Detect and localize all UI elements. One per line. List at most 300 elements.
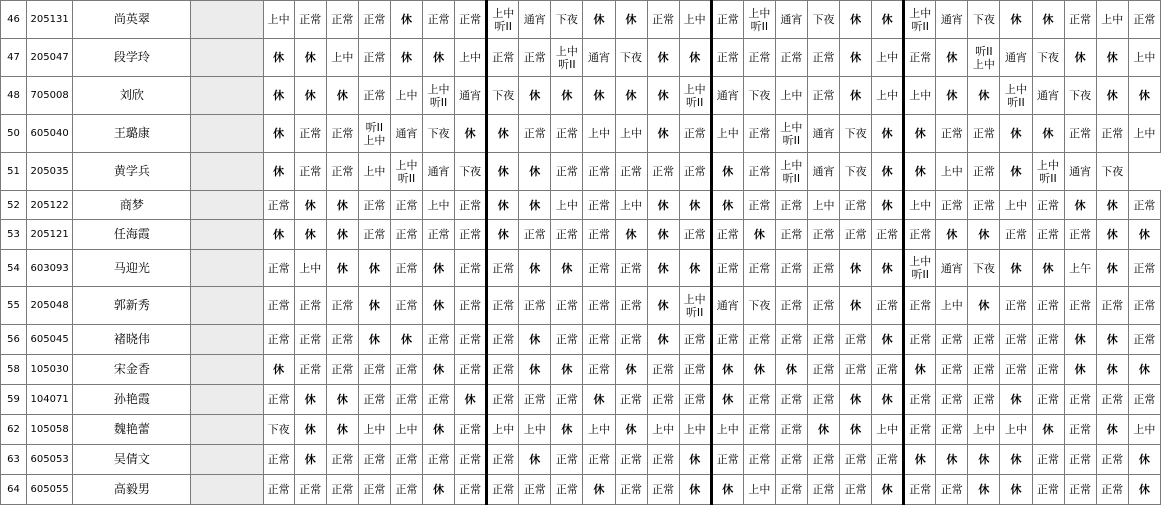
employee-id: 205035 — [27, 153, 73, 191]
shift-cell: 正常 — [358, 220, 390, 250]
shift-cell: 休 — [936, 220, 968, 250]
table-row — [1, 325, 1161, 355]
shift-cell: 通宵 — [936, 1, 968, 39]
shift-cell: 上中 — [904, 191, 936, 220]
shift-cell: 上中 — [1128, 39, 1160, 77]
shift-cell: 正常 — [1064, 220, 1096, 250]
shift-cell: 上中 — [358, 153, 390, 191]
shift-cell: 休 — [1000, 475, 1032, 505]
employee-name: 郭新秀 — [73, 287, 191, 325]
shift-line: 听II — [429, 95, 448, 109]
shift-line: 听II — [558, 57, 576, 71]
shift-cell: 下夜 — [1032, 39, 1064, 77]
shift-cell: 正常 — [775, 39, 807, 77]
shift-cell: 休 — [294, 39, 326, 77]
shift-cell: 正常 — [1032, 220, 1064, 250]
shift-cell: 休 — [326, 250, 358, 287]
employee-name: 褚晓伟 — [73, 325, 191, 355]
employee-id: 205122 — [27, 191, 73, 220]
table-row — [1, 445, 1161, 475]
shift-cell: 正常 — [1000, 220, 1032, 250]
row-number: 50 — [1, 115, 27, 153]
employee-name: 孙艳霞 — [73, 385, 191, 415]
shift-cell: 正常 — [519, 475, 551, 505]
shift-cell: 休 — [263, 153, 294, 191]
shift-cell: 正常 — [743, 250, 775, 287]
shift-cell: 休 — [647, 77, 679, 115]
employee-id: 205047 — [27, 39, 73, 77]
shift-cell: 休 — [326, 191, 358, 220]
shift-cell: 正常 — [487, 39, 519, 77]
shift-cell: 上中 — [583, 415, 615, 445]
shift-cell: 休 — [807, 415, 839, 445]
shift-cell: 休 — [1000, 1, 1032, 39]
shift-line: 听II — [975, 44, 993, 58]
row-number: 53 — [1, 220, 27, 250]
shift-cell: 正常 — [326, 153, 358, 191]
shift-cell: 休 — [294, 445, 326, 475]
shift-cell: 休 — [936, 77, 968, 115]
shift-line: 上中 — [972, 57, 995, 71]
shift-cell: 正常 — [679, 153, 711, 191]
shift-cell: 下夜 — [615, 39, 647, 77]
shift-cell: 正常 — [294, 325, 326, 355]
shift-cell: 休 — [294, 77, 326, 115]
shift-cell: 正常 — [775, 220, 807, 250]
shift-cell: 正常 — [294, 475, 326, 505]
shift-cell: 正常 — [263, 385, 294, 415]
shift-cell: 休 — [711, 475, 743, 505]
shift-cell: 休 — [390, 1, 422, 39]
shift-cell: 休 — [840, 385, 872, 415]
shift-cell: 正常 — [807, 77, 839, 115]
shift-cell: 正常 — [807, 355, 839, 385]
shift-cell: 正常 — [936, 355, 968, 385]
shift-cell: 正常 — [294, 287, 326, 325]
shift-cell: 休 — [583, 385, 615, 415]
row-number: 63 — [1, 445, 27, 475]
shift-cell: 正常 — [775, 250, 807, 287]
shift-cell: 正常 — [840, 355, 872, 385]
shift-cell: 上中 — [872, 415, 904, 445]
shift-cell: 正常 — [936, 475, 968, 505]
shift-cell: 正常 — [326, 445, 358, 475]
shift-cell: 上中 — [1000, 191, 1032, 220]
shift-cell: 正常 — [936, 191, 968, 220]
shift-cell: 正常 — [1128, 250, 1160, 287]
employee-id: 205048 — [27, 287, 73, 325]
shift-cell: 正常 — [294, 153, 326, 191]
shift-line: 听II — [397, 171, 416, 185]
shift-cell: 正常 — [326, 287, 358, 325]
shift-cell: 正常 — [487, 325, 519, 355]
shift-cell: 休 — [583, 77, 615, 115]
shift-cell: 正常 — [455, 475, 487, 505]
shift-cell: 通宵 — [519, 1, 551, 39]
shift-cell: 正常 — [807, 445, 839, 475]
shift-cell: 休 — [1128, 220, 1160, 250]
shift-cell: 正常 — [904, 475, 936, 505]
shift-cell: 正常 — [487, 250, 519, 287]
shift-cell: 正常 — [743, 115, 775, 153]
shift-line: 上中 — [363, 133, 386, 147]
shift-cell: 休 — [519, 250, 551, 287]
row-number: 52 — [1, 191, 27, 220]
shift-cell: 休 — [840, 1, 872, 39]
shift-cell: 正常 — [1032, 325, 1064, 355]
shift-cell: 上中 — [647, 415, 679, 445]
shift-cell: 休 — [968, 220, 1000, 250]
shift-line: 上中 — [555, 44, 578, 58]
table-row — [1, 385, 1161, 415]
shift-cell: 正常 — [423, 220, 455, 250]
employee-id: 605040 — [27, 115, 73, 153]
shift-cell — [904, 1, 936, 39]
shift-cell: 正常 — [872, 355, 904, 385]
shift-cell: 下夜 — [263, 415, 294, 445]
shift-cell: 正常 — [615, 153, 647, 191]
shift-cell: 正常 — [679, 325, 711, 355]
shift-cell — [679, 77, 711, 115]
shift-cell: 下夜 — [743, 287, 775, 325]
shift-cell: 休 — [968, 475, 1000, 505]
shift-cell: 通宵 — [936, 250, 968, 287]
shift-cell: 正常 — [775, 191, 807, 220]
shift-cell: 正常 — [487, 355, 519, 385]
shift-cell: 正常 — [1064, 385, 1096, 415]
shift-cell: 上中 — [679, 1, 711, 39]
employee-id: 605053 — [27, 445, 73, 475]
shift-cell: 正常 — [1096, 475, 1128, 505]
shift-cell — [551, 39, 583, 77]
shift-cell: 休 — [647, 115, 679, 153]
shift-cell: 通宵 — [390, 115, 422, 153]
blank-cell — [191, 415, 263, 445]
shift-cell: 正常 — [679, 355, 711, 385]
employee-name: 吴倩文 — [73, 445, 191, 475]
shift-cell: 正常 — [968, 355, 1000, 385]
shift-cell: 正常 — [519, 385, 551, 415]
shift-line: 听II — [750, 19, 769, 33]
shift-cell: 休 — [390, 325, 422, 355]
shift-cell: 休 — [679, 475, 711, 505]
shift-cell: 通宵 — [423, 153, 455, 191]
shift-cell: 通宵 — [775, 1, 807, 39]
shift-line: 听II — [685, 305, 704, 319]
shift-cell: 休 — [872, 325, 904, 355]
shift-cell: 正常 — [807, 475, 839, 505]
shift-cell: 正常 — [647, 445, 679, 475]
shift-cell: 上中 — [1096, 1, 1128, 39]
table-row — [1, 153, 1161, 191]
shift-cell: 通宵 — [455, 77, 487, 115]
shift-cell: 正常 — [583, 325, 615, 355]
shift-cell: 正常 — [807, 250, 839, 287]
shift-cell: 正常 — [551, 220, 583, 250]
shift-cell: 正常 — [807, 287, 839, 325]
shift-cell: 正常 — [968, 325, 1000, 355]
row-number: 51 — [1, 153, 27, 191]
shift-cell: 休 — [711, 153, 743, 191]
shift-cell: 正常 — [583, 287, 615, 325]
employee-name: 马迎光 — [73, 250, 191, 287]
table-row — [1, 475, 1161, 505]
shift-cell: 正常 — [1032, 287, 1064, 325]
shift-cell: 休 — [872, 153, 904, 191]
shift-cell: 休 — [1096, 325, 1128, 355]
shift-cell: 正常 — [775, 287, 807, 325]
shift-cell: 正常 — [904, 287, 936, 325]
shift-cell: 正常 — [711, 220, 743, 250]
blank-cell — [191, 1, 263, 39]
shift-cell: 正常 — [615, 445, 647, 475]
shift-cell — [968, 39, 1000, 77]
shift-cell: 上中 — [423, 191, 455, 220]
shift-cell: 休 — [1064, 355, 1096, 385]
shift-cell: 正常 — [583, 220, 615, 250]
shift-cell: 正常 — [1064, 445, 1096, 475]
blank-cell — [191, 355, 263, 385]
shift-cell: 正常 — [326, 1, 358, 39]
shift-cell: 休 — [679, 250, 711, 287]
employee-name: 段学玲 — [73, 39, 191, 77]
shift-cell: 正常 — [807, 385, 839, 415]
shift-cell: 上中 — [487, 415, 519, 445]
shift-cell: 休 — [423, 475, 455, 505]
table-row — [1, 287, 1161, 325]
blank-cell — [191, 191, 263, 220]
table-row — [1, 191, 1161, 220]
shift-cell: 休 — [326, 77, 358, 115]
shift-cell: 正常 — [294, 1, 326, 39]
shift-cell: 上中 — [904, 77, 936, 115]
employee-name: 刘欣 — [73, 77, 191, 115]
shift-cell: 下夜 — [1064, 77, 1096, 115]
shift-cell: 休 — [326, 415, 358, 445]
shift-cell: 正常 — [358, 39, 390, 77]
shift-cell — [423, 77, 455, 115]
shift-cell: 正常 — [358, 475, 390, 505]
shift-cell: 休 — [872, 385, 904, 415]
shift-cell: 正常 — [743, 325, 775, 355]
shift-cell: 正常 — [455, 325, 487, 355]
blank-cell — [191, 325, 263, 355]
shift-cell: 下夜 — [840, 153, 872, 191]
shift-cell: 休 — [519, 77, 551, 115]
shift-cell: 休 — [358, 287, 390, 325]
shift-cell: 休 — [583, 1, 615, 39]
shift-cell: 正常 — [711, 1, 743, 39]
shift-cell: 正常 — [551, 153, 583, 191]
shift-cell: 正常 — [711, 39, 743, 77]
shift-cell: 上中 — [679, 415, 711, 445]
shift-cell: 正常 — [840, 191, 872, 220]
shift-cell: 正常 — [743, 445, 775, 475]
shift-cell: 正常 — [904, 39, 936, 77]
shift-cell: 休 — [263, 77, 294, 115]
table-row — [1, 355, 1161, 385]
shift-cell: 正常 — [358, 77, 390, 115]
shift-cell: 休 — [583, 475, 615, 505]
shift-cell: 上中 — [1128, 415, 1160, 445]
shift-cell: 休 — [1000, 250, 1032, 287]
row-number: 55 — [1, 287, 27, 325]
shift-cell: 休 — [1096, 191, 1128, 220]
shift-cell: 休 — [519, 445, 551, 475]
shift-cell: 正常 — [647, 475, 679, 505]
shift-cell: 休 — [1096, 77, 1128, 115]
shift-cell: 正常 — [487, 445, 519, 475]
shift-cell: 正常 — [294, 355, 326, 385]
shift-cell: 正常 — [936, 385, 968, 415]
shift-cell: 正常 — [1128, 385, 1160, 415]
shift-cell: 正常 — [1096, 445, 1128, 475]
shift-cell: 正常 — [840, 220, 872, 250]
shift-line: 上中 — [1037, 158, 1060, 172]
schedule-body — [1, 1, 1161, 505]
shift-cell: 正常 — [455, 191, 487, 220]
shift-cell: 通宵 — [807, 115, 839, 153]
shift-cell: 通宵 — [1000, 39, 1032, 77]
shift-cell: 休 — [294, 385, 326, 415]
shift-cell: 正常 — [551, 385, 583, 415]
shift-cell — [487, 1, 519, 39]
shift-cell: 正常 — [1128, 325, 1160, 355]
shift-cell: 休 — [1000, 115, 1032, 153]
shift-cell — [1000, 77, 1032, 115]
shift-cell: 休 — [423, 355, 455, 385]
shift-cell: 休 — [1096, 39, 1128, 77]
shift-cell: 休 — [487, 115, 519, 153]
table-row — [1, 77, 1161, 115]
shift-cell: 上中 — [775, 77, 807, 115]
shift-cell: 正常 — [968, 385, 1000, 415]
employee-name: 高毅男 — [73, 475, 191, 505]
shift-cell: 通宵 — [583, 39, 615, 77]
shift-cell: 休 — [1128, 445, 1160, 475]
table-row — [1, 115, 1161, 153]
shift-cell: 正常 — [743, 153, 775, 191]
shift-cell: 上中 — [872, 77, 904, 115]
shift-cell: 正常 — [358, 191, 390, 220]
shift-cell: 正常 — [968, 191, 1000, 220]
shift-cell: 正常 — [743, 39, 775, 77]
shift-cell: 休 — [743, 220, 775, 250]
blank-cell — [191, 115, 263, 153]
shift-cell: 正常 — [1128, 191, 1160, 220]
shift-line: 上中 — [909, 255, 932, 268]
shift-cell: 上中 — [263, 1, 294, 39]
employee-name: 王璐康 — [73, 115, 191, 153]
shift-cell: 休 — [904, 445, 936, 475]
shift-cell: 下夜 — [968, 1, 1000, 39]
shift-cell: 休 — [872, 475, 904, 505]
shift-line: 上中 — [683, 82, 706, 96]
employee-id: 105030 — [27, 355, 73, 385]
shift-cell: 休 — [840, 415, 872, 445]
shift-cell: 正常 — [647, 1, 679, 39]
shift-cell: 正常 — [551, 445, 583, 475]
shift-cell: 休 — [294, 220, 326, 250]
row-number: 48 — [1, 77, 27, 115]
shift-cell: 休 — [840, 77, 872, 115]
shift-cell: 上中 — [1000, 415, 1032, 445]
shift-cell: 正常 — [487, 385, 519, 415]
shift-line: 听II — [1007, 95, 1025, 109]
shift-cell: 下夜 — [455, 153, 487, 191]
shift-cell: 下夜 — [840, 115, 872, 153]
shift-cell: 休 — [872, 250, 904, 287]
shift-cell: 正常 — [583, 191, 615, 220]
shift-line: 听II — [911, 268, 929, 281]
shift-cell: 正常 — [583, 355, 615, 385]
shift-cell: 正常 — [904, 325, 936, 355]
shift-cell: 正常 — [263, 445, 294, 475]
shift-cell — [390, 153, 422, 191]
shift-cell: 正常 — [358, 355, 390, 385]
shift-cell: 休 — [487, 153, 519, 191]
shift-cell: 休 — [551, 355, 583, 385]
shift-cell: 休 — [711, 191, 743, 220]
shift-cell: 下夜 — [807, 1, 839, 39]
shift-cell: 上午 — [1064, 250, 1096, 287]
shift-cell: 休 — [519, 325, 551, 355]
shift-cell: 休 — [423, 250, 455, 287]
shift-cell: 休 — [1032, 115, 1064, 153]
row-number: 46 — [1, 1, 27, 39]
shift-cell: 休 — [1064, 39, 1096, 77]
shift-line: 上中 — [780, 158, 803, 172]
employee-id: 705008 — [27, 77, 73, 115]
shift-cell: 休 — [358, 325, 390, 355]
shift-cell: 正常 — [775, 325, 807, 355]
shift-line: 上中 — [427, 82, 450, 96]
shift-cell: 正常 — [1000, 287, 1032, 325]
shift-cell: 正常 — [455, 287, 487, 325]
shift-cell: 上中 — [519, 415, 551, 445]
shift-line: 听II — [1039, 171, 1057, 185]
shift-cell: 上中 — [358, 415, 390, 445]
shift-cell: 正常 — [840, 325, 872, 355]
row-number: 64 — [1, 475, 27, 505]
shift-cell: 正常 — [519, 220, 551, 250]
row-number: 59 — [1, 385, 27, 415]
shift-cell: 下夜 — [1096, 153, 1128, 191]
shift-cell: 正常 — [679, 385, 711, 415]
shift-cell: 正常 — [1128, 287, 1160, 325]
employee-id: 605045 — [27, 325, 73, 355]
shift-cell: 正常 — [455, 355, 487, 385]
shift-cell: 上中 — [711, 415, 743, 445]
shift-cell: 通宵 — [1032, 77, 1064, 115]
shift-cell: 休 — [711, 385, 743, 415]
shift-cell: 正常 — [1096, 385, 1128, 415]
shift-cell: 正常 — [390, 445, 422, 475]
shift-line: 听II — [685, 95, 704, 109]
shift-cell: 正常 — [263, 250, 294, 287]
shift-cell: 休 — [1064, 325, 1096, 355]
shift-cell: 正常 — [775, 415, 807, 445]
shift-cell: 上中 — [936, 153, 968, 191]
shift-cell: 正常 — [1128, 1, 1160, 39]
shift-cell: 正常 — [294, 115, 326, 153]
shift-cell: 下夜 — [968, 250, 1000, 287]
shift-line: 上中 — [683, 292, 706, 306]
shift-cell: 正常 — [455, 250, 487, 287]
employee-name: 黄学兵 — [73, 153, 191, 191]
shift-cell: 正常 — [455, 220, 487, 250]
shift-cell: 休 — [615, 415, 647, 445]
